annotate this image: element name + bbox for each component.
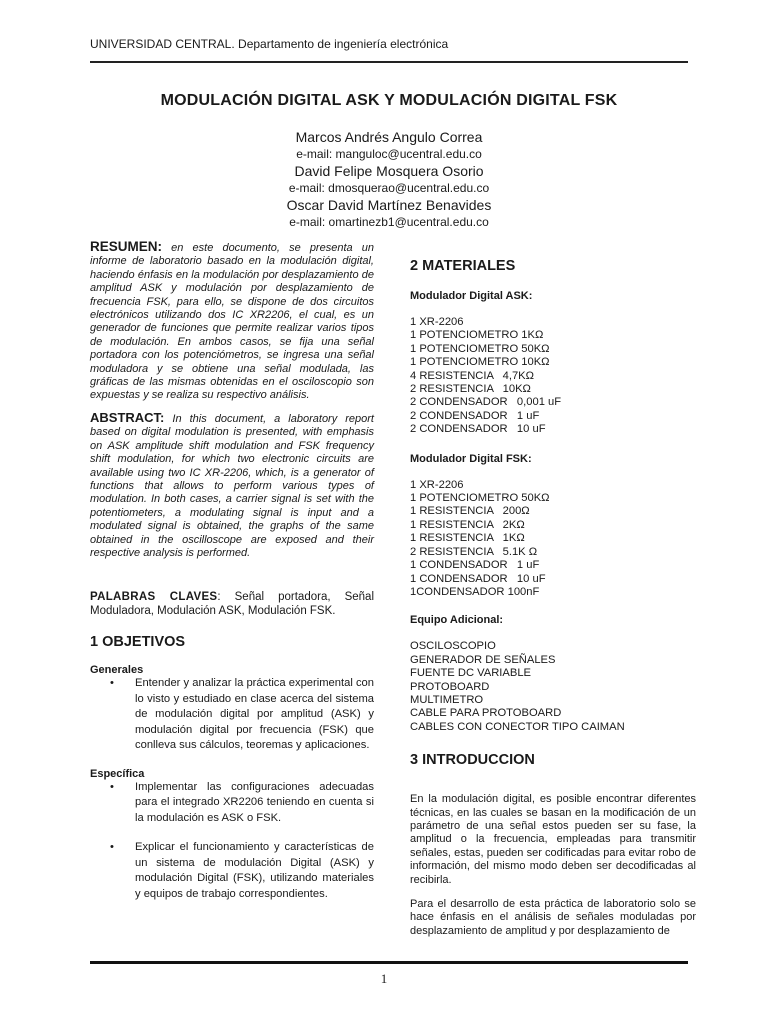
footer-rule bbox=[90, 961, 688, 964]
abstract-paragraph bbox=[90, 411, 374, 560]
fsk-label: Modulador Digital FSK: bbox=[410, 452, 532, 465]
author-name: Marcos Andrés Angulo Correa bbox=[295, 129, 483, 145]
author-email: e-mail: manguloc@ucentral.edu.co bbox=[296, 147, 482, 161]
list-item: 1 XR-2206 bbox=[410, 316, 464, 328]
list-item: 2 RESISTENCIA 5.1K Ω bbox=[410, 545, 538, 558]
list-item: 4 RESISTENCIA 4,7KΩ bbox=[410, 369, 535, 382]
fsk-list bbox=[410, 479, 696, 600]
header-rule bbox=[90, 61, 688, 63]
list-item: CABLE PARA PROTOBOARD bbox=[410, 707, 562, 720]
list-item: 1 POTENCIOMETRO 1KΩ bbox=[410, 329, 544, 342]
resumen-paragraph bbox=[90, 240, 374, 403]
list-item: MULTIMETRO bbox=[410, 693, 484, 706]
list-item: 1 RESISTENCIA 200Ω bbox=[410, 505, 530, 518]
list-item: 1 POTENCIOMETRO 50KΩ bbox=[410, 342, 550, 355]
list-item: • Implementar las configuraciones adecuadas para el integrado XR2206 teniendo en cuenta si la modulación es ASK o FSK. bbox=[90, 780, 374, 827]
list-item: GENERADOR DE SEÑALES bbox=[410, 653, 556, 666]
resumen-text: en este documento, se presenta un informe de laboratorio basado en la modulación digital, haciendo énfasis en la modulación por desplazamiento de amplitud ASK y modulación por desplazamiento de frecuencia FSK, para ello, se dispone de dos circuitos electrónicos utilizando dos IC XR2206, el cual, es un generador de funciones que permite realizar varios tipos de modulación. En ambos casos, se fija una señal portadora con los potenciómetros, se ingresa una señal moduladora y se obtiene una señal modulada, las gráficas de las mismas obtenidas en el osciloscopio son expuestas y se realiza su respectivo análisis. bbox=[90, 242, 374, 402]
keywords-paragraph bbox=[90, 590, 374, 618]
ask-list bbox=[410, 316, 696, 437]
list-item: 1 CONDENSADOR 1 uF bbox=[410, 559, 540, 572]
author-name: Oscar David Martínez Benavides bbox=[286, 197, 492, 213]
authors-block bbox=[90, 128, 688, 230]
right-column bbox=[410, 240, 696, 938]
page-number: 1 bbox=[380, 971, 388, 986]
list-item: OSCILOSCOPIO bbox=[410, 640, 496, 653]
keywords-text: : Señal portadora, Señal Moduladora, Modulación ASK, Modulación FSK. bbox=[90, 591, 374, 618]
equipo-list bbox=[410, 640, 696, 734]
list-item: • Entender y analizar la práctica experimental con lo visto y estudiado en clase acerca del sistema de modulación digital por amplitud (ASK) y modulación digital por frecuencia (FSK) que conlleva sus cálculos, teoremas y aplicaciones. bbox=[90, 676, 374, 754]
page-header: UNIVERSIDAD CENTRAL. Departamento de ingeniería electrónica bbox=[90, 37, 449, 51]
list-item: 2 CONDENSADOR 1 uF bbox=[410, 409, 540, 422]
ask-label: Modulador Digital ASK: bbox=[410, 290, 533, 302]
equipo-label: Equipo Adicional: bbox=[410, 614, 504, 627]
list-item: 2 CONDENSADOR 0,001 uF bbox=[410, 396, 562, 409]
especifica-label: Específica bbox=[90, 767, 145, 780]
list-item: 1 POTENCIOMETRO 10KΩ bbox=[410, 356, 550, 369]
list-item: PROTOBOARD bbox=[410, 680, 490, 693]
left-column bbox=[90, 240, 374, 902]
list-item: CABLES CON CONECTOR TIPO CAIMAN bbox=[410, 720, 625, 733]
list-item: 1CONDENSADOR 100nF bbox=[410, 585, 540, 598]
author-name: David Felipe Mosquera Osorio bbox=[294, 163, 484, 179]
author-email: e-mail: omartinezb1@ucentral.edu.co bbox=[289, 215, 489, 229]
abstract-text: In this document, a laboratory report based on digital modulation is presented, with emphasis on ASK amplitude shift modulation and FSK frequency shift modulation, for which two electronic circuits are available using two IC XR-2206, which, is a generator of functions that allows to perform various types of modulation. In both cases, a carrier signal is set with the potentiometers, a modulating signal is input and a modulated signal is obtained, the graphs of the same obtained in the oscilloscope are exposed and their respective analysis is performed. bbox=[90, 412, 374, 559]
list-item: 1 CONDENSADOR 10 uF bbox=[410, 572, 546, 585]
generales-list bbox=[90, 676, 374, 754]
paper-title: MODULACIÓN DIGITAL ASK Y MODULACIÓN DIGITAL FSK bbox=[160, 92, 618, 109]
list-item: 1 POTENCIOMETRO 50KΩ bbox=[410, 492, 550, 505]
list-item: 1 RESISTENCIA 2KΩ bbox=[410, 518, 525, 531]
keywords-label: PALABRAS CLAVES bbox=[90, 591, 218, 604]
section-heading-materiales: 2 MATERIALES bbox=[410, 258, 516, 274]
abstract-label: ABSTRACT: bbox=[90, 409, 165, 425]
section-heading-objetivos: 1 OBJETIVOS bbox=[90, 634, 186, 651]
especificas-list bbox=[90, 780, 374, 903]
list-item: 2 RESISTENCIA 10KΩ bbox=[410, 383, 531, 396]
section-heading-introduccion: 3 INTRODUCCION bbox=[410, 752, 535, 769]
resumen-label: RESUMEN: bbox=[90, 239, 163, 254]
intro-paragraph: Para el desarrollo de esta práctica de laboratorio solo se hace énfasis en el análisis de señales moduladas por desplazamiento de amplitud y por desplazamiento de bbox=[410, 898, 696, 937]
list-item: • Explicar el funcionamiento y características de un sistema de modulación Digital (ASK) y modulación Digital (FSK), utilizando materiales y equipos de trabajo correspondientes. bbox=[90, 840, 374, 902]
author-email: e-mail: dmosquerao@ucentral.edu.co bbox=[288, 181, 490, 195]
list-item: 2 CONDENSADOR 10 uF bbox=[410, 423, 546, 436]
list-item: 1 RESISTENCIA 1KΩ bbox=[410, 532, 525, 545]
list-item: FUENTE DC VARIABLE bbox=[410, 667, 532, 680]
intro-paragraph: En la modulación digital, es posible encontrar diferentes técnicas, en las cuales se basan en la modificación de un parámetro de una señal estos pueden ser su fase, la amplitud o la frecuencia, empleadas para transmitir señales, estas, pueden ser codificadas para evitar robo de información, del mismo modo deben ser decodificadas al recibirla. bbox=[410, 793, 696, 886]
generales-label: Generales bbox=[90, 664, 144, 677]
list-item: 1 XR-2206 bbox=[410, 478, 464, 491]
